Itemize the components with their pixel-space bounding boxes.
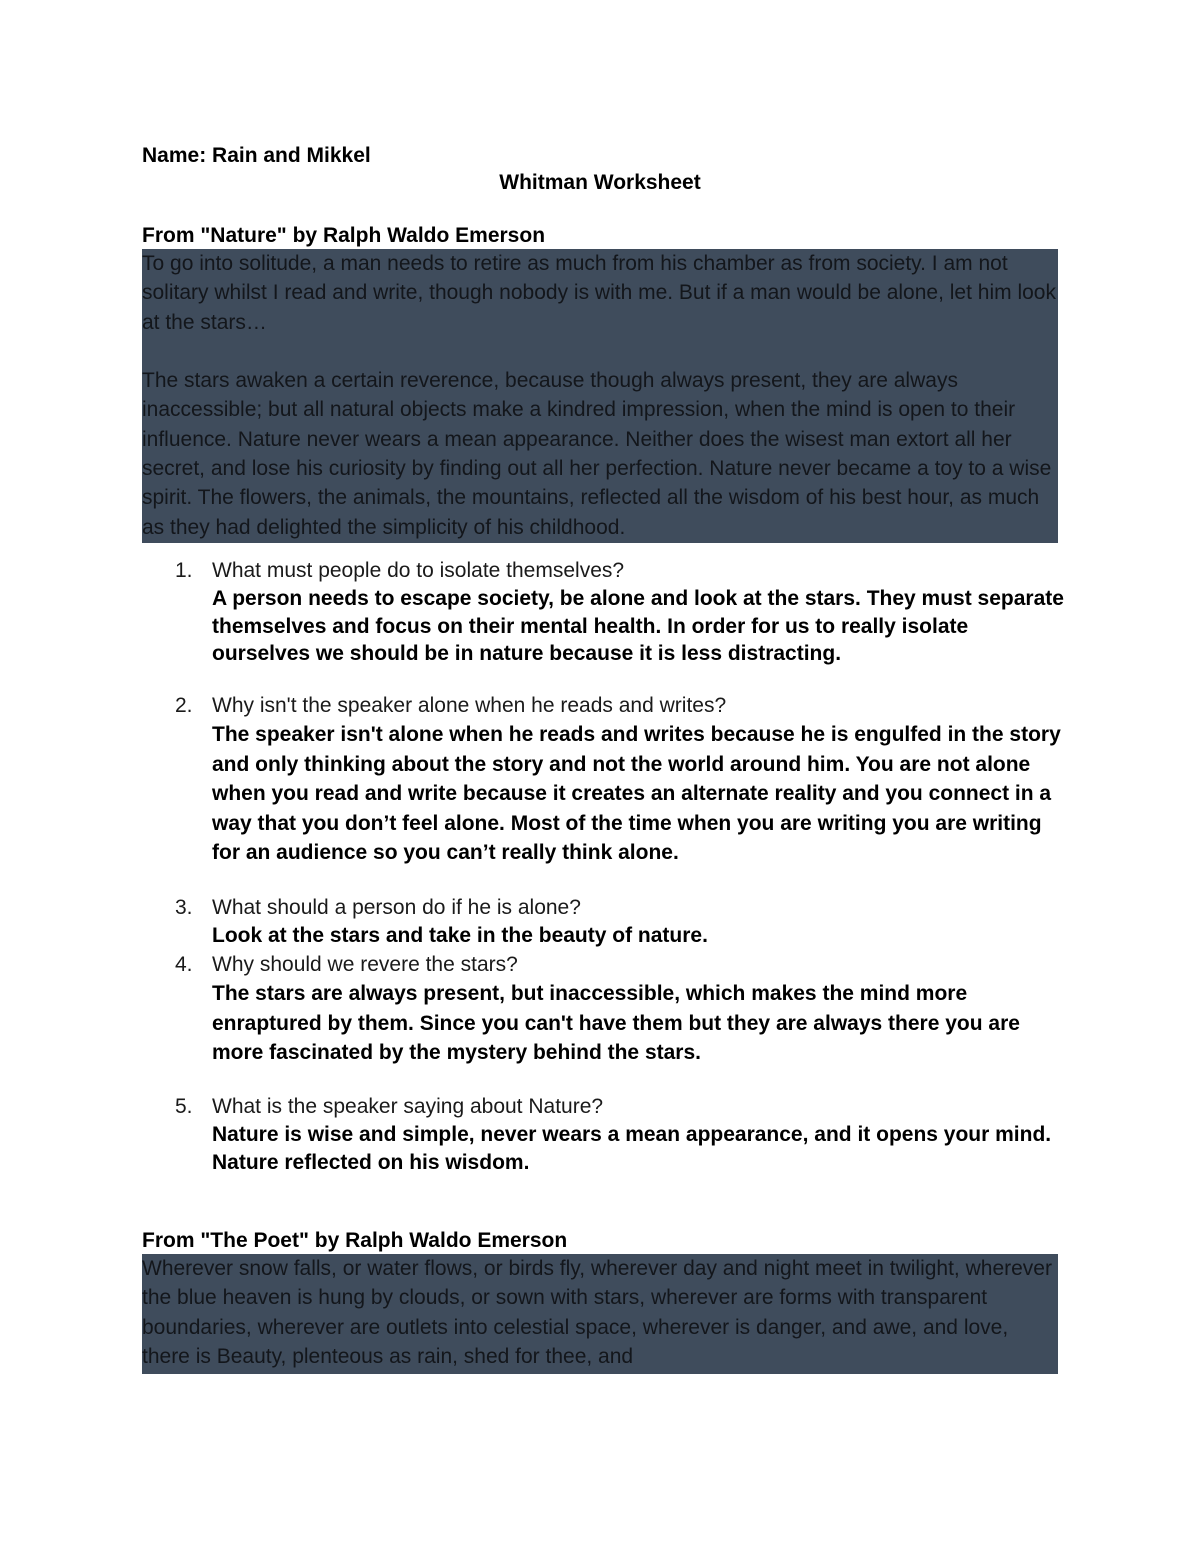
question-number: 2.	[175, 694, 193, 717]
nature-passage	[142, 249, 1058, 543]
question-text: What is the speaker saying about Nature?	[212, 1095, 604, 1118]
worksheet-title: Whitman Worksheet	[499, 171, 701, 194]
answer-text: The stars are always present, but inaccessible, which makes the mind more enraptured by them. Since you can't have them but they are always there you are more fascinated by the mystery behind the stars.	[212, 982, 1020, 1064]
poet-section-heading: From "The Poet" by Ralph Waldo Emerson	[142, 1229, 568, 1252]
question-item-2	[142, 692, 1072, 868]
answer-text: A person needs to escape society, be alone and look at the stars. They must separate themselves and focus on their mental health. In order for us to really isolate ourselves we should be in nature because it is less distracting.	[212, 587, 1064, 665]
question-text: What must people do to isolate themselves?	[212, 559, 625, 582]
question-item-5	[142, 1093, 1072, 1177]
question-number: 1.	[175, 559, 193, 582]
question-item-1	[142, 557, 1072, 668]
question-text: Why should we revere the stars?	[212, 953, 518, 976]
nature-passage-paragraph-2: The stars awaken a certain reverence, because though always present, they are always inaccessible; but all natural objects make a kindred impression, when the mind is open to their influence. Nature never wears a mean appearance. Neither does the wisest man extort all her secret, and lose his curiosity by finding out all her perfection. Nature never became a toy to a wise spirit. The flowers, the animals, the mountains, reflected all the wisdom of his best hour, as much as they had delighted the simplicity of his childhood.	[142, 369, 1052, 539]
question-number: 5.	[175, 1095, 193, 1118]
question-number: 4.	[175, 953, 193, 976]
question-text: What should a person do if he is alone?	[212, 896, 581, 919]
question-item-3	[142, 894, 1072, 950]
answer-text: Look at the stars and take in the beauty of nature.	[212, 924, 708, 947]
poet-passage-paragraph-1: Wherever snow falls, or water flows, or birds fly, wherever day and night meet in twilight, wherever the blue heaven is hung by clouds, or sown with stars, wherever are forms with transparent boundaries, wherever are outlets into celestial space, wherever is danger, and awe, and love, there is Beauty, plenteous as rain, shed for thee, and	[142, 1257, 1052, 1368]
answer-text: The speaker isn't alone when he reads and writes because he is engulfed in the story and only thinking about the story and not the world around him. You are not alone when you read and write because it creates an alternate reality and you connect in a way that you don’t feel alone. Most of the time when you are writing you are writing for an audience so you can’t really think alone.	[212, 723, 1061, 864]
question-text: Why isn't the speaker alone when he reads and writes?	[212, 694, 727, 717]
nature-section-heading: From "Nature" by Ralph Waldo Emerson	[142, 224, 546, 247]
poet-passage	[142, 1254, 1058, 1374]
answer-text: Nature is wise and simple, never wears a mean appearance, and it opens your mind. Nature reflected on his wisdom.	[212, 1123, 1052, 1174]
student-name-line: Name: Rain and Mikkel	[142, 144, 371, 167]
question-item-4	[142, 951, 1072, 1068]
nature-passage-paragraph-1: To go into solitude, a man needs to retire as much from his chamber as from society. I am not solitary whilst I read and write, though nobody is with me. But if a man would be alone, let him look at the stars…	[142, 252, 1056, 334]
question-number: 3.	[175, 896, 193, 919]
